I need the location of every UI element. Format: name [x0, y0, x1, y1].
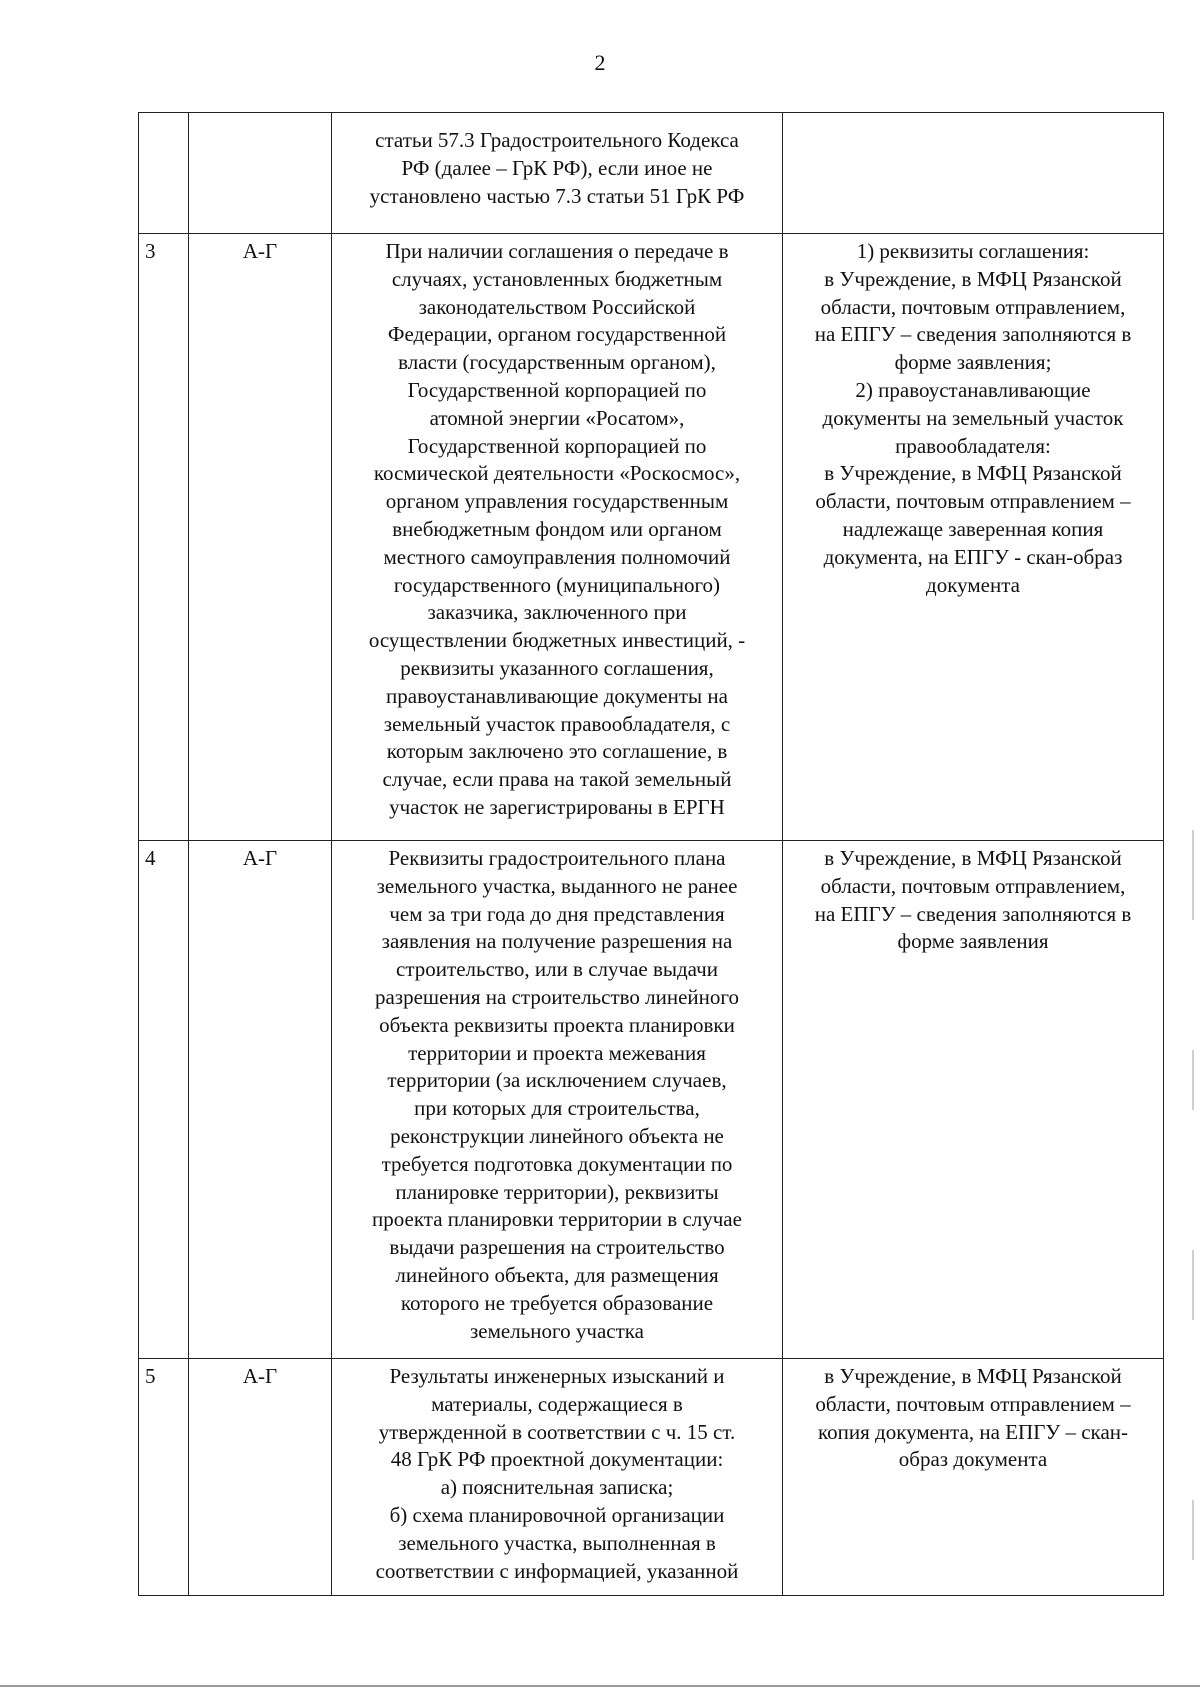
text-line: форме заявления; — [894, 350, 1052, 375]
text-line: космической деятельности «Роскосмос», — [373, 461, 741, 486]
text-line: копия документа, на ЕПГУ – скан- — [817, 1419, 1128, 1444]
document-description-cell — [332, 234, 783, 841]
text-line: осуществлении бюджетных инвестиций, - — [368, 628, 746, 653]
text-line: статьи 57.3 Градостроительного Кодекса — [375, 128, 739, 152]
page-number: 2 — [594, 50, 606, 75]
text-line: земельного участка — [470, 1318, 644, 1343]
text-line: которым заключено это соглашение, в — [386, 739, 728, 764]
text-line: 2) правоустанавливающие — [855, 377, 1091, 402]
text-line: внебюджетным фондом или органом — [392, 516, 722, 541]
text-line: области, почтовым отправлением, — [820, 873, 1126, 898]
text-line: 48 ГрК РФ проектной документации: — [390, 1447, 724, 1472]
text-line: материалы, содержащиеся в — [431, 1391, 683, 1416]
submission-method-cell — [783, 113, 1164, 234]
table-row — [139, 113, 1164, 234]
text-line: которого не требуется образование — [400, 1290, 714, 1315]
submission-method-cell — [783, 234, 1164, 841]
text-line: утвержденной в соответствии с ч. 15 ст. — [378, 1419, 736, 1444]
text-line: надлежаще заверенная копия — [842, 516, 1104, 541]
text-line: Федерации, органом государственной — [387, 322, 727, 347]
text-line: заказчика, заключенного при — [427, 600, 687, 625]
table-row — [139, 841, 1164, 1359]
text-line: установлено частью 7.3 статьи 51 ГрК РФ — [369, 183, 745, 208]
text-line: при которых для строительства, — [414, 1096, 700, 1121]
submission-method-cell — [783, 841, 1164, 1359]
scan-edge-line — [0, 1685, 1200, 1687]
document-description-cell — [332, 113, 783, 234]
scan-artifact-mark — [1192, 830, 1194, 920]
text-line: местного самоуправления полномочий — [383, 544, 731, 569]
text-line: выдачи разрешения на строительство — [389, 1235, 725, 1260]
text-line: документа, на ЕПГУ - скан-образ — [823, 544, 1123, 569]
text-line: документа — [926, 572, 1020, 597]
row-code-cell: А-Г — [189, 841, 332, 1359]
text-line: государственного (муниципального) — [393, 572, 721, 597]
text-line: правообладателя: — [895, 433, 1051, 458]
text-line: правоустанавливающие документы на — [386, 683, 728, 708]
text-line: земельного участка, выполненная в — [398, 1530, 716, 1555]
text-line: Государственной корпорацией по — [407, 433, 707, 458]
text-line: проекта планировки территории в случае — [372, 1207, 742, 1232]
text-line: территории и проекта межевания — [408, 1040, 706, 1065]
text-line: Государственной корпорацией по — [407, 377, 707, 402]
text-line: в Учреждение, в МФЦ Рязанской — [824, 846, 1122, 870]
text-line: форме заявления — [897, 929, 1049, 954]
text-line: участок не зарегистрированы в ЕРГН — [389, 794, 725, 819]
scan-artifact-mark — [1192, 1250, 1194, 1320]
text-line: разрешения на строительство линейного — [374, 984, 740, 1009]
text-line: органом управления государственным — [385, 489, 729, 514]
text-line: реквизиты указанного соглашения, — [400, 655, 714, 680]
scan-artifact-mark — [1192, 1500, 1194, 1560]
row-code-cell — [189, 113, 332, 234]
text-line: случае, если права на такой земельный — [382, 767, 732, 792]
text-line: образ документа — [898, 1447, 1048, 1472]
text-line: законодательством Российской — [418, 294, 696, 319]
text-line: на ЕПГУ – сведения заполняются в — [814, 322, 1132, 347]
text-line: линейного объекта, для размещения — [395, 1262, 719, 1287]
text-line: земельного участка, выданного не ранее — [376, 873, 738, 898]
text-line: б) схема планировочной организации — [389, 1502, 725, 1527]
text-line: на ЕПГУ – сведения заполняются в — [814, 901, 1132, 926]
row-code-cell: А-Г — [189, 1359, 332, 1596]
text-line: области, почтовым отправлением – — [815, 1391, 1131, 1416]
text-line: в Учреждение, в МФЦ Рязанской — [824, 1364, 1122, 1388]
text-line: Реквизиты градостроительного плана — [388, 846, 726, 870]
text-line: случаях, установленных бюджетным — [391, 266, 723, 291]
row-number-cell: 4 — [139, 841, 189, 1359]
text-line: в Учреждение, в МФЦ Рязанской — [824, 461, 1122, 486]
text-line: власти (государственным органом), — [398, 350, 716, 375]
text-line: документы на земельный участок — [822, 405, 1124, 430]
text-line: заявления на получение разрешения на — [381, 929, 733, 954]
text-line: области, почтовым отправлением – — [815, 489, 1131, 514]
scan-artifact-mark — [1192, 1050, 1194, 1110]
submission-method-cell — [783, 1359, 1164, 1596]
document-description-cell — [332, 841, 783, 1359]
text-line: требуется подготовка документации по — [381, 1151, 733, 1176]
text-line: территории (за исключением случаев, — [387, 1068, 727, 1093]
row-number-cell: 3 — [139, 234, 189, 841]
text-line: планировке территории), реквизиты — [395, 1179, 719, 1204]
documents-table — [138, 112, 1164, 1596]
text-line: области, почтовым отправлением, — [820, 294, 1126, 319]
text-line: а) пояснительная записка; — [440, 1475, 674, 1500]
text-line: РФ (далее – ГрК РФ), если иное не — [401, 155, 713, 180]
document-description-cell — [332, 1359, 783, 1596]
text-line: объекта реквизиты проекта планировки — [379, 1012, 735, 1037]
text-line: земельный участок правообладателя, с — [383, 711, 731, 736]
text-line: реконструкции линейного объекта не — [390, 1123, 724, 1148]
text-line: в Учреждение, в МФЦ Рязанской — [824, 266, 1122, 291]
row-code-cell: А-Г — [189, 234, 332, 841]
text-line: соответствии с информацией, указанной — [375, 1558, 739, 1583]
text-line: строительство, или в случае выдачи — [396, 957, 718, 982]
text-line: Результаты инженерных изысканий и — [389, 1364, 725, 1388]
row-number-cell — [139, 113, 189, 234]
text-line: При наличии соглашения о передаче в — [385, 239, 729, 263]
row-number-cell: 5 — [139, 1359, 189, 1596]
table-row — [139, 234, 1164, 841]
text-line: чем за три года до дня представления — [389, 901, 725, 926]
text-line: 1) реквизиты соглашения: — [856, 239, 1090, 263]
text-line: атомной энергии «Росатом», — [429, 405, 685, 430]
table-row — [139, 1359, 1164, 1596]
